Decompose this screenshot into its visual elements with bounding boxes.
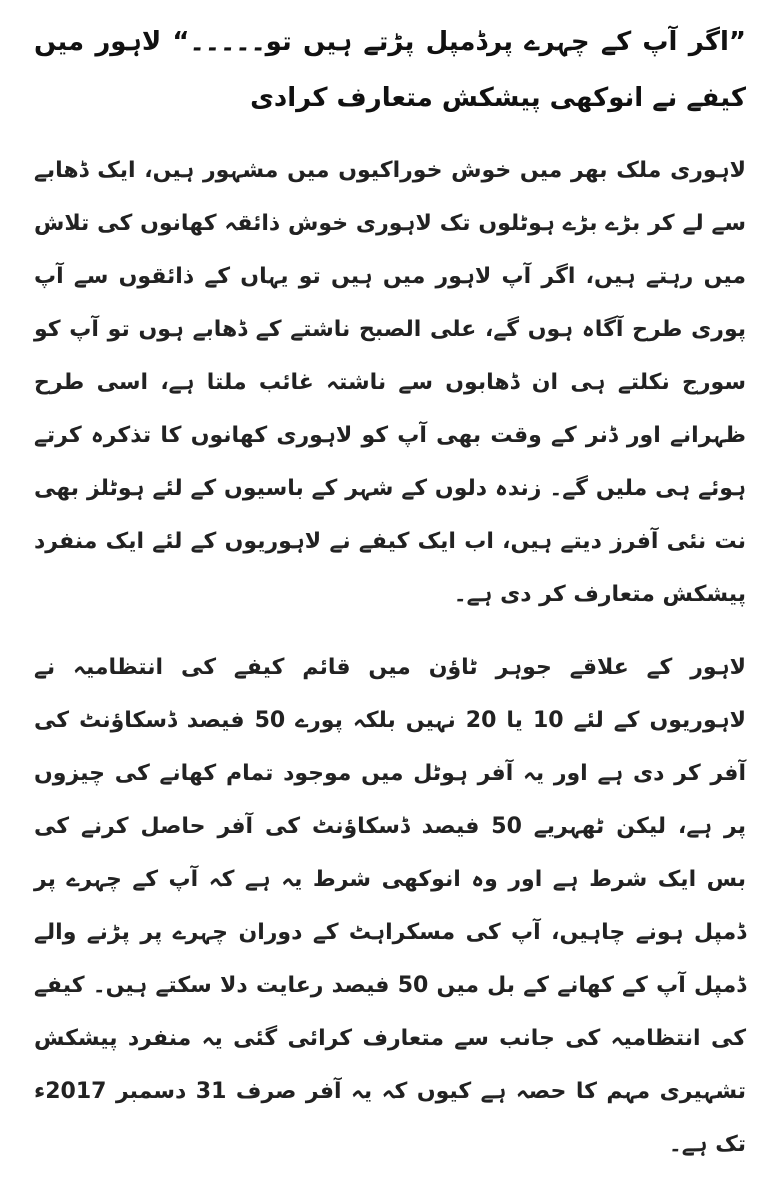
article-paragraph-1: لاہوری ملک بھر میں خوش خوراکیوں میں مشہور ہیں، ایک ڈھابے سے لے کر بڑے بڑے ہوٹلوں تک لاہوری خوش ذائقہ کھانوں کی تلاش میں رہتے ہیں، اگر آپ لاہور میں ہیں تو یہاں کے ذائقوں سے آپ پوری طرح آگاہ ہوں گے، علی الصبح ناشتے کے ڈھابے ہوں تو آپ کو سورج نکلتے ہی ان ڈھابوں سے ناشتہ غائب ملتا ہے، اسی طرح ظہرانے اور ڈنر کے وقت بھی آپ کو لاہوری کھانوں کا تذکرہ کرتے ہوئے ہی ملیں گے۔ زندہ دلوں کے شہر کے باسیوں کے لئے ہوٹلز بھی نت نئی آفرز دیتے ہیں، اب ایک کیفے نے لاہوریوں کے لئے ایک منفرد پیشکش متعارف کر دی ہے۔ — [34, 158, 746, 607]
article — [34, 14, 746, 1191]
article-headline: ”اگر آپ کے چہرے پرڈمپل پڑتے ہیں تو۔۔۔۔۔“ لاہور میں کیفے نے انوکھی پیشکش متعارف کرادی — [34, 27, 746, 113]
article-paragraph-2: لاہور کے علاقے جوہر ٹاؤن میں قائم کیفے کی انتظامیہ نے لاہوریوں کے لئے 10 یا 20 نہیں بلکہ پورے 50 فیصد ڈسکاؤنٹ کی آفر کر دی ہے اور یہ آفر ہوٹل میں موجود تمام کھانے کی چیزوں پر ہے، لیکن ٹھہریے 50 فیصد ڈسکاؤنٹ کی آفر حاصل کرنے کی بس ایک شرط ہے اور وہ انوکھی شرط یہ ہے کہ آپ کے چہرے پر ڈمپل ہونے چاہیں، آپ کی مسکراہٹ کے دوران چہرے پر پڑنے والے ڈمپل آپ کے کھانے کے بل میں 50 فیصد رعایت دلا سکتے ہیں۔ کیفے کی انتظامیہ کی جانب سے متعارف کرائی گئی یہ منفرد پیشکش تشہیری مہم کا حصہ ہے کیوں کہ یہ آفر صرف 31 دسمبر 2017ء تک ہے۔ — [34, 655, 747, 1157]
